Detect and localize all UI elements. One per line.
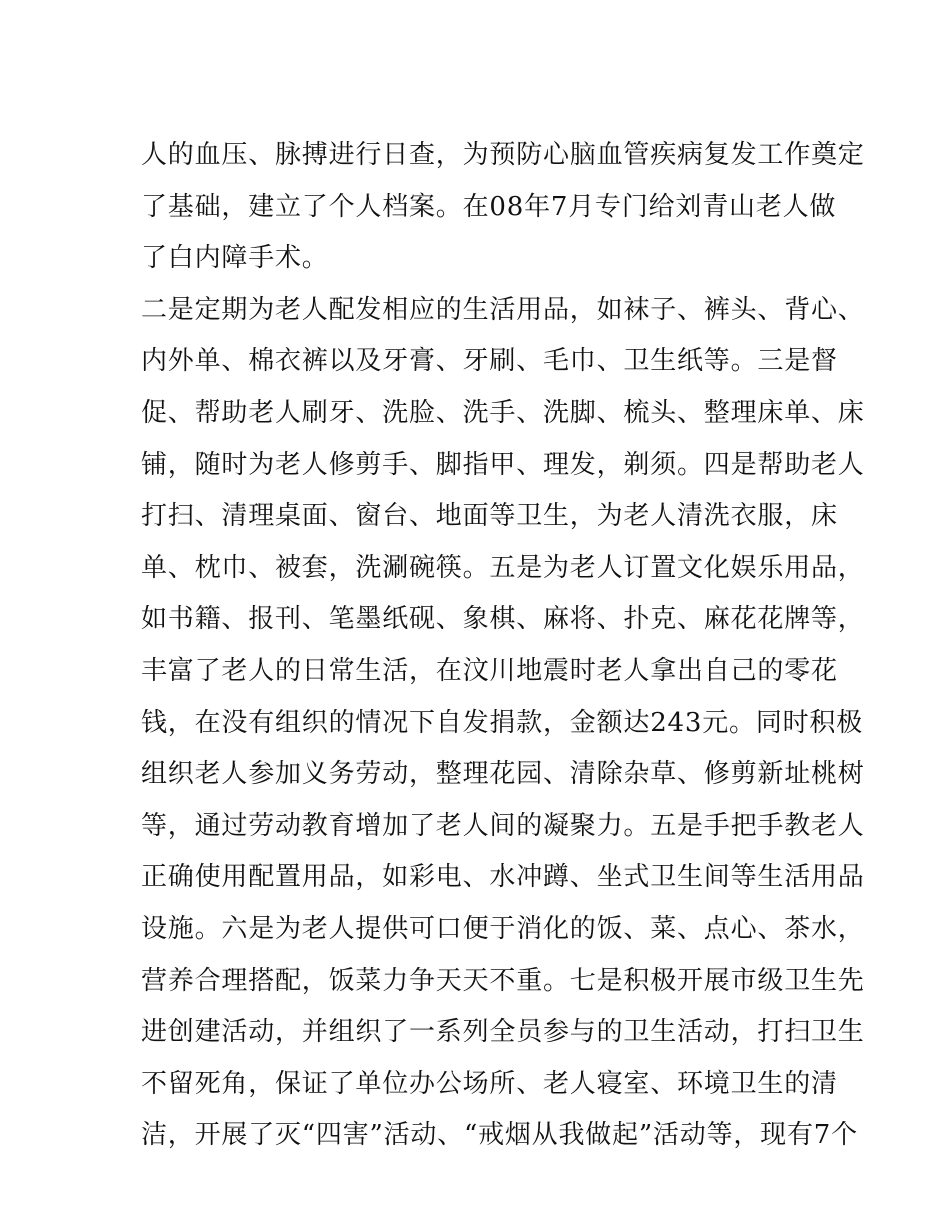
text-line: 二是定期为老人配发相应的生活用品，如袜子、裤头、背心、: [141, 294, 865, 325]
text-line: 洁，开展了灭“四害”活动、“戒烟从我做起”活动等，现有7个: [141, 1120, 858, 1151]
text-line: 如书籍、报刊、笔墨纸砚、象棋、麻将、扑克、麻花花牌等，: [141, 604, 865, 635]
text-line: 钱，在没有组织的情况下自发捐款，金额达243元。同时积极: [141, 707, 864, 738]
text-line: 铺，随时为老人修剪手、脚指甲、理发，剃须。四是帮助老人: [141, 449, 865, 480]
text-line: 组织老人参加义务劳动，整理花园、清除杂草、修剪新址桃树: [141, 759, 865, 790]
text-line: 促、帮助老人刷牙、洗脸、洗手、洗脚、梳头、整理床单、床: [141, 397, 865, 428]
text-line: 正确使用配置用品，如彩电、水冲蹲、坐式卫生间等生活用品: [141, 862, 865, 893]
text-line: 等，通过劳动教育增加了老人间的凝聚力。五是手把手教老人: [141, 810, 865, 841]
text-line: 不留死角，保证了单位办公场所、老人寝室、环境卫生的清: [141, 1068, 838, 1099]
text-line: 设施。六是为老人提供可口便于消化的饭、菜、点心、茶水，: [141, 913, 865, 944]
text-line: 丰富了老人的日常生活，在汶川地震时老人拿出自己的零花: [141, 655, 838, 686]
text-line: 打扫、清理桌面、窗台、地面等卫生，为老人清洗衣服，床: [141, 501, 838, 532]
text-line: 营养合理搭配，饭菜力争天天不重。七是积极开展市级卫生先: [141, 965, 865, 996]
text-line: 内外单、棉衣裤以及牙膏、牙刷、毛巾、卫生纸等。三是督: [141, 346, 838, 377]
text-line: 单、枕巾、被套，洗涮碗筷。五是为老人订置文化娱乐用品，: [141, 552, 865, 583]
text-line: 了基础，建立了个人档案。在08年7月专门给刘青山老人做: [141, 191, 837, 222]
text-line: 进创建活动，并组织了一系列全员参与的卫生活动，打扫卫生: [141, 1017, 865, 1048]
text-line: 了白内障手术。: [141, 243, 329, 274]
text-line: 人的血压、脉搏进行日查，为预防心脑血管疾病复发工作奠定: [141, 140, 865, 170]
body-text: [141, 130, 865, 1162]
